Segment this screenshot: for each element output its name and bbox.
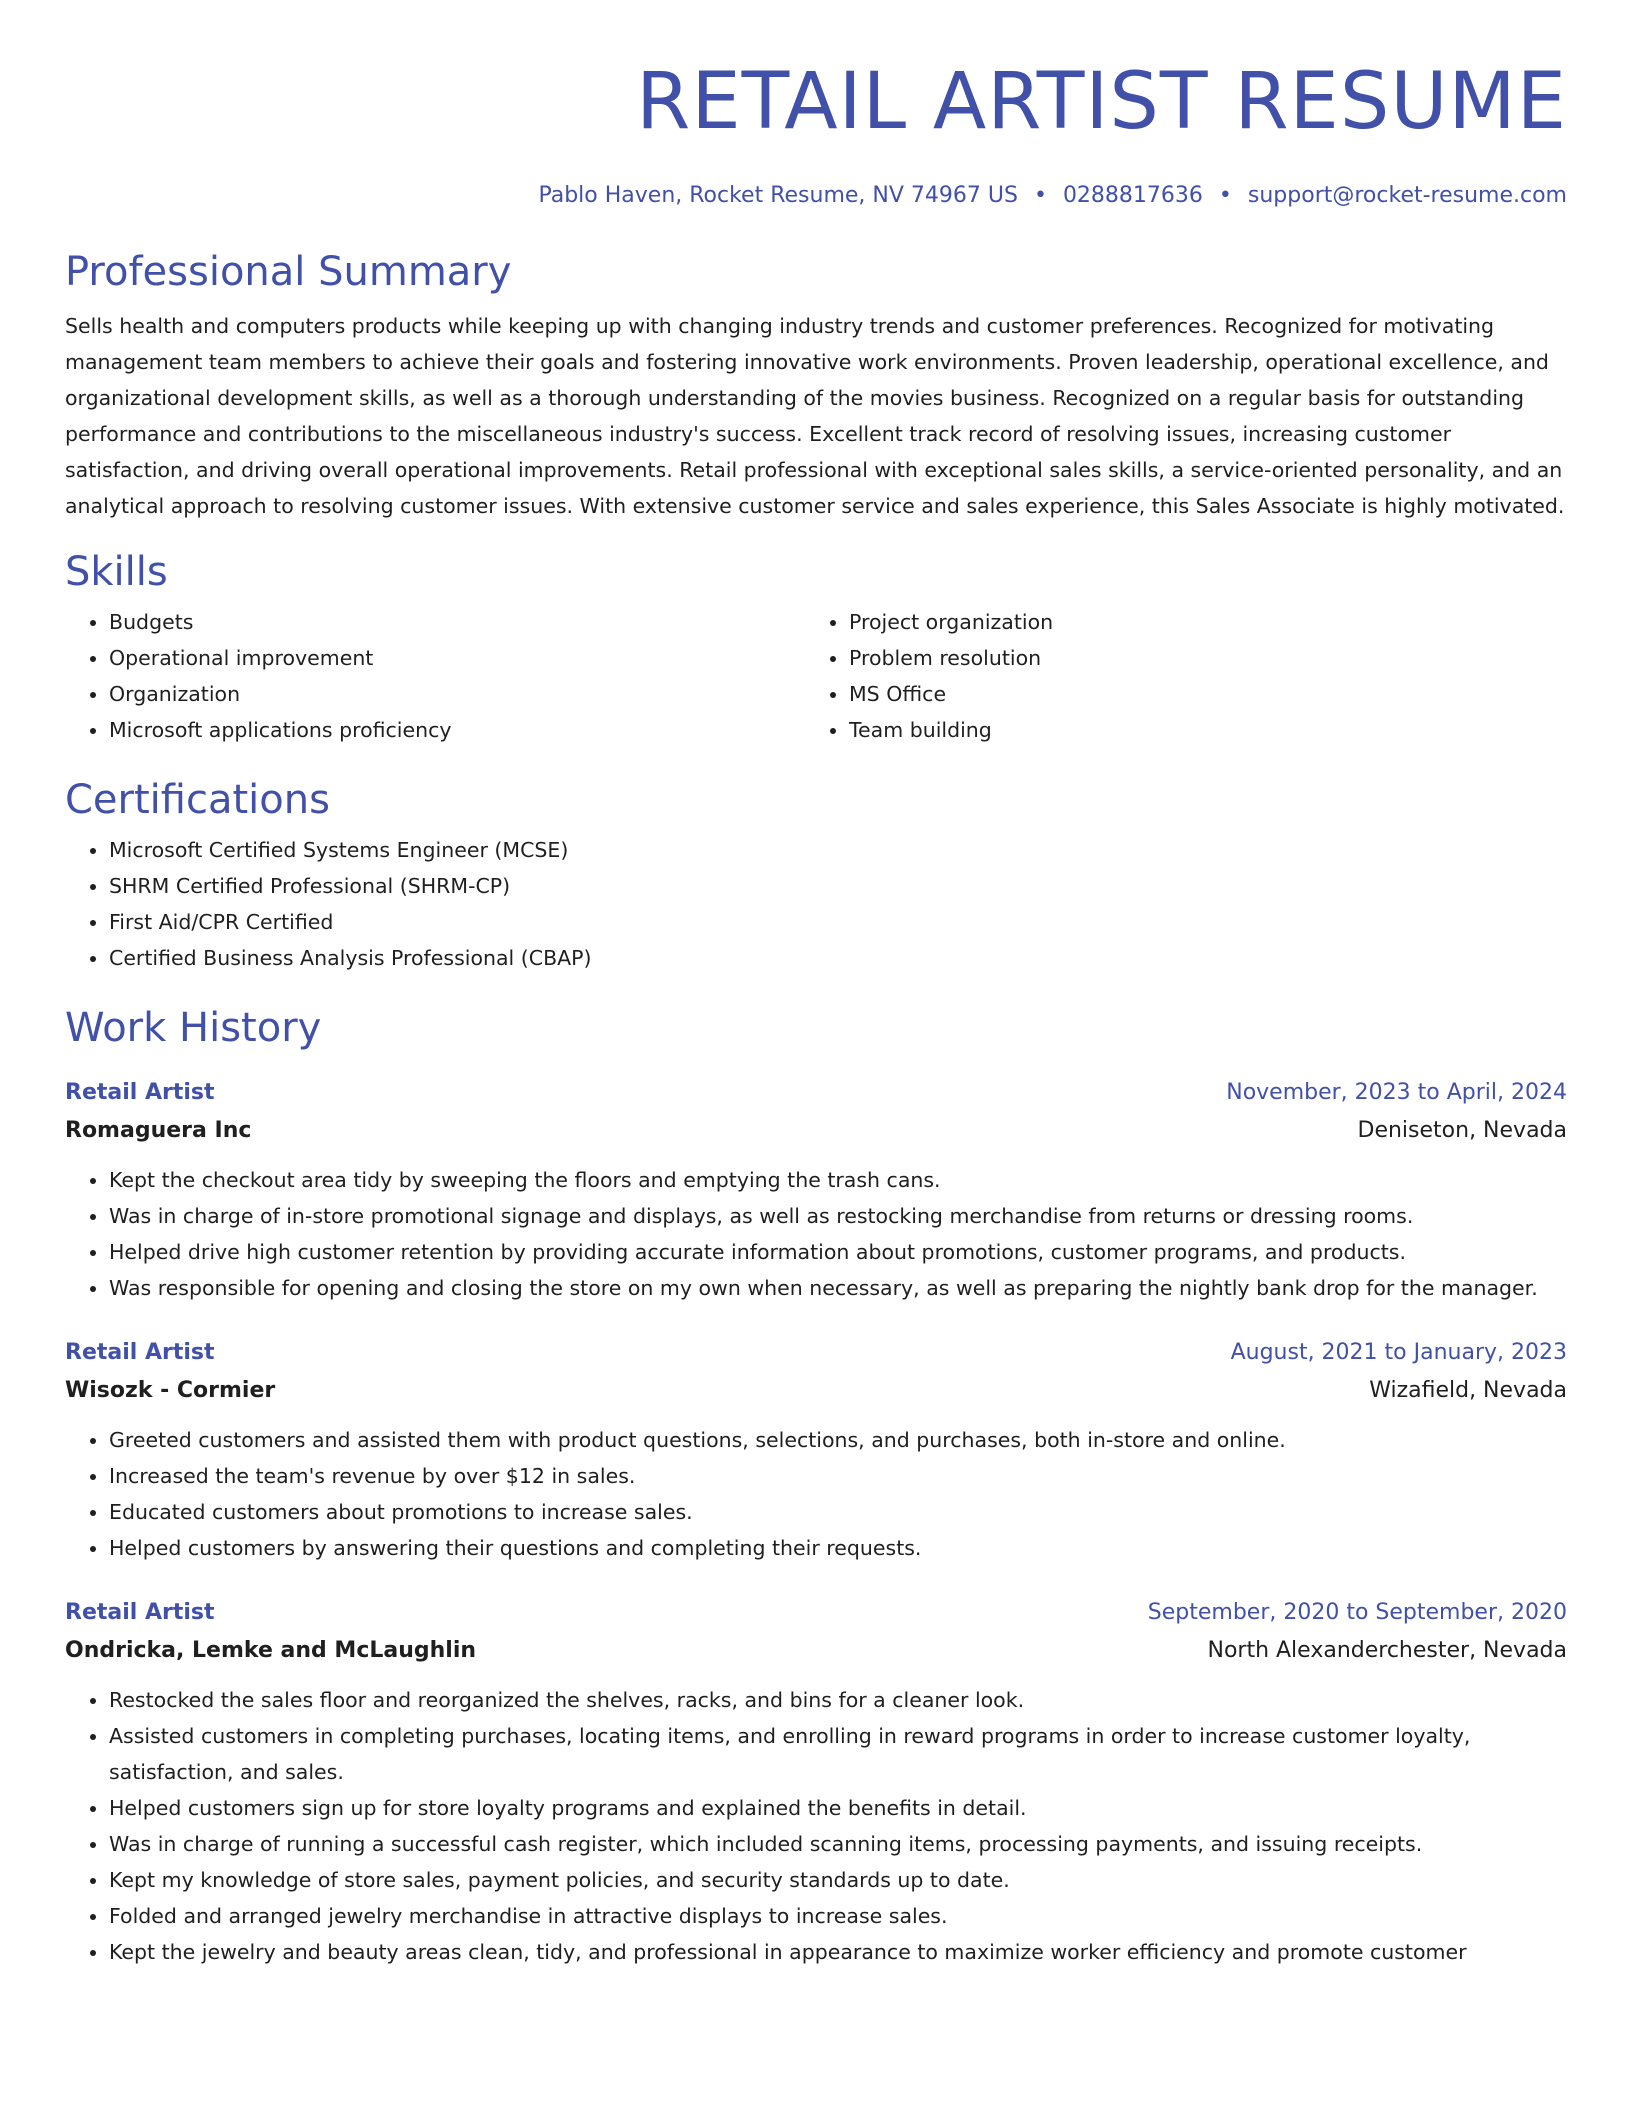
summary-heading: Professional Summary — [65, 249, 512, 295]
certification-item: • SHRM Certified Professional (SHRM-CP) — [109, 868, 1567, 904]
job-title: Retail Artist — [65, 1080, 215, 1105]
job-bullet: • Assisted customers in completing purchases, locating items, and enrolling in reward programs in order to increase customer loyalty, satisfaction, and sales. — [109, 1718, 1567, 1790]
job-title-row — [65, 1334, 1567, 1372]
job-dates: August, 2021 to January, 2023 — [1230, 1340, 1567, 1365]
work-history-section — [65, 1004, 1567, 1970]
work-history-heading: Work History — [65, 1005, 322, 1051]
skill-item: • Operational improvement — [109, 640, 805, 676]
skill-item: • Organization — [109, 676, 805, 712]
job-bullet: • Kept the checkout area tidy by sweeping the floors and emptying the trash cans. — [109, 1162, 1567, 1198]
skills-list-right — [805, 604, 1567, 748]
job-bullet: • Kept the jewelry and beauty areas clean, tidy, and professional in appearance to maximize worker efficiency and promote customer — [109, 1934, 1567, 1970]
job-bullet: • Helped customers sign up for store loyalty programs and explained the benefits in detail. — [109, 1790, 1567, 1826]
job-location: Wizafield, Nevada — [1369, 1378, 1567, 1403]
certification-item: • Microsoft Certified Systems Engineer (MCSE) — [109, 832, 1567, 868]
contact-address: Pablo Haven, Rocket Resume, NV 74967 US — [538, 183, 1018, 208]
job-company-row — [65, 1632, 1567, 1670]
summary-text: Sells health and computers products while keeping up with changing industry trends and customer preferences. Recognized for motivating management team members to achieve their goals and fostering innovative work environments. Proven leadership, operational excellence, and organizational development skills, as well as a thorough understanding of the movies business. Recognized on a regular basis for outstanding performance and contributions to the miscellaneous industry's success. Excellent track record of resolving issues, increasing customer satisfaction, and driving overall operational improvements. Retail professional with exceptional sales skills, a service-oriented personality, and an analytical approach to resolving customer issues. With extensive customer service and sales experience, this Sales Associate is highly motivated. — [65, 314, 1565, 518]
job-bullet: • Was responsible for opening and closing the store on my own when necessary, as well as preparing the nightly bank drop for the manager. — [109, 1270, 1567, 1306]
contact-phone: 0288817636 — [1062, 183, 1203, 208]
job-company: Wisozk - Cormier — [65, 1378, 276, 1403]
job-bullet: • Greeted customers and assisted them with product questions, selections, and purchases, both in-store and online. — [109, 1422, 1567, 1458]
job-company: Ondricka, Lemke and McLaughlin — [65, 1638, 477, 1663]
job-dates: November, 2023 to April, 2024 — [1226, 1080, 1567, 1105]
summary-section — [65, 248, 1567, 524]
job-bullet: • Folded and arranged jewelry merchandise in attractive displays to increase sales. — [109, 1898, 1567, 1934]
job-company-row — [65, 1112, 1567, 1150]
job-location: North Alexanderchester, Nevada — [1207, 1638, 1567, 1663]
job-bullets — [65, 1422, 1567, 1566]
job-bullet: • Kept my knowledge of store sales, payment policies, and security standards up to date. — [109, 1862, 1567, 1898]
job-entry — [65, 1594, 1567, 1970]
job-dates: September, 2020 to September, 2020 — [1147, 1600, 1567, 1625]
job-title: Retail Artist — [65, 1340, 215, 1365]
skill-item: • MS Office — [849, 676, 1567, 712]
contact-email: support@rocket-resume.com — [1247, 183, 1567, 208]
resume-title: RETAIL ARTIST RESUME — [636, 57, 1567, 147]
certifications-list — [65, 832, 1567, 976]
job-bullet: • Helped drive high customer retention by providing accurate information about promotions, customer programs, and products. — [109, 1234, 1567, 1270]
job-entry — [65, 1334, 1567, 1566]
job-bullet: • Helped customers by answering their questions and completing their requests. — [109, 1530, 1567, 1566]
job-bullet: • Increased the team's revenue by over $12 in sales. — [109, 1458, 1567, 1494]
job-bullet: • Was in charge of running a successful cash register, which included scanning items, processing payments, and issuing receipts. — [109, 1826, 1567, 1862]
skills-heading: Skills — [65, 549, 168, 595]
job-bullet: • Educated customers about promotions to increase sales. — [109, 1494, 1567, 1530]
skills-section — [65, 548, 1567, 748]
job-title: Retail Artist — [65, 1600, 215, 1625]
job-company-row — [65, 1372, 1567, 1410]
job-bullet: • Restocked the sales floor and reorganized the shelves, racks, and bins for a cleaner look. — [109, 1682, 1567, 1718]
skill-item: • Budgets — [109, 604, 805, 640]
contact-line — [65, 180, 1567, 212]
contact-separator: • — [1218, 183, 1232, 208]
skills-grid — [65, 604, 1567, 748]
skill-item: • Microsoft applications proficiency — [109, 712, 805, 748]
resume-header — [65, 52, 1567, 212]
job-bullets — [65, 1162, 1567, 1306]
job-entry — [65, 1074, 1567, 1306]
skills-list-left — [65, 604, 805, 748]
certification-item: • First Aid/CPR Certified — [109, 904, 1567, 940]
job-title-row — [65, 1594, 1567, 1632]
contact-separator: • — [1033, 183, 1047, 208]
certifications-section — [65, 776, 1567, 976]
job-bullet: • Was in charge of in-store promotional signage and displays, as well as restocking merchandise from returns or dressing rooms. — [109, 1198, 1567, 1234]
skill-item: • Problem resolution — [849, 640, 1567, 676]
skill-item: • Team building — [849, 712, 1567, 748]
job-location: Deniseton, Nevada — [1357, 1118, 1567, 1143]
skill-item: • Project organization — [849, 604, 1567, 640]
job-title-row — [65, 1074, 1567, 1112]
certification-item: • Certified Business Analysis Professional (CBAP) — [109, 940, 1567, 976]
certifications-heading: Certifications — [65, 777, 330, 823]
job-bullets — [65, 1682, 1567, 1970]
job-company: Romaguera Inc — [65, 1118, 252, 1143]
